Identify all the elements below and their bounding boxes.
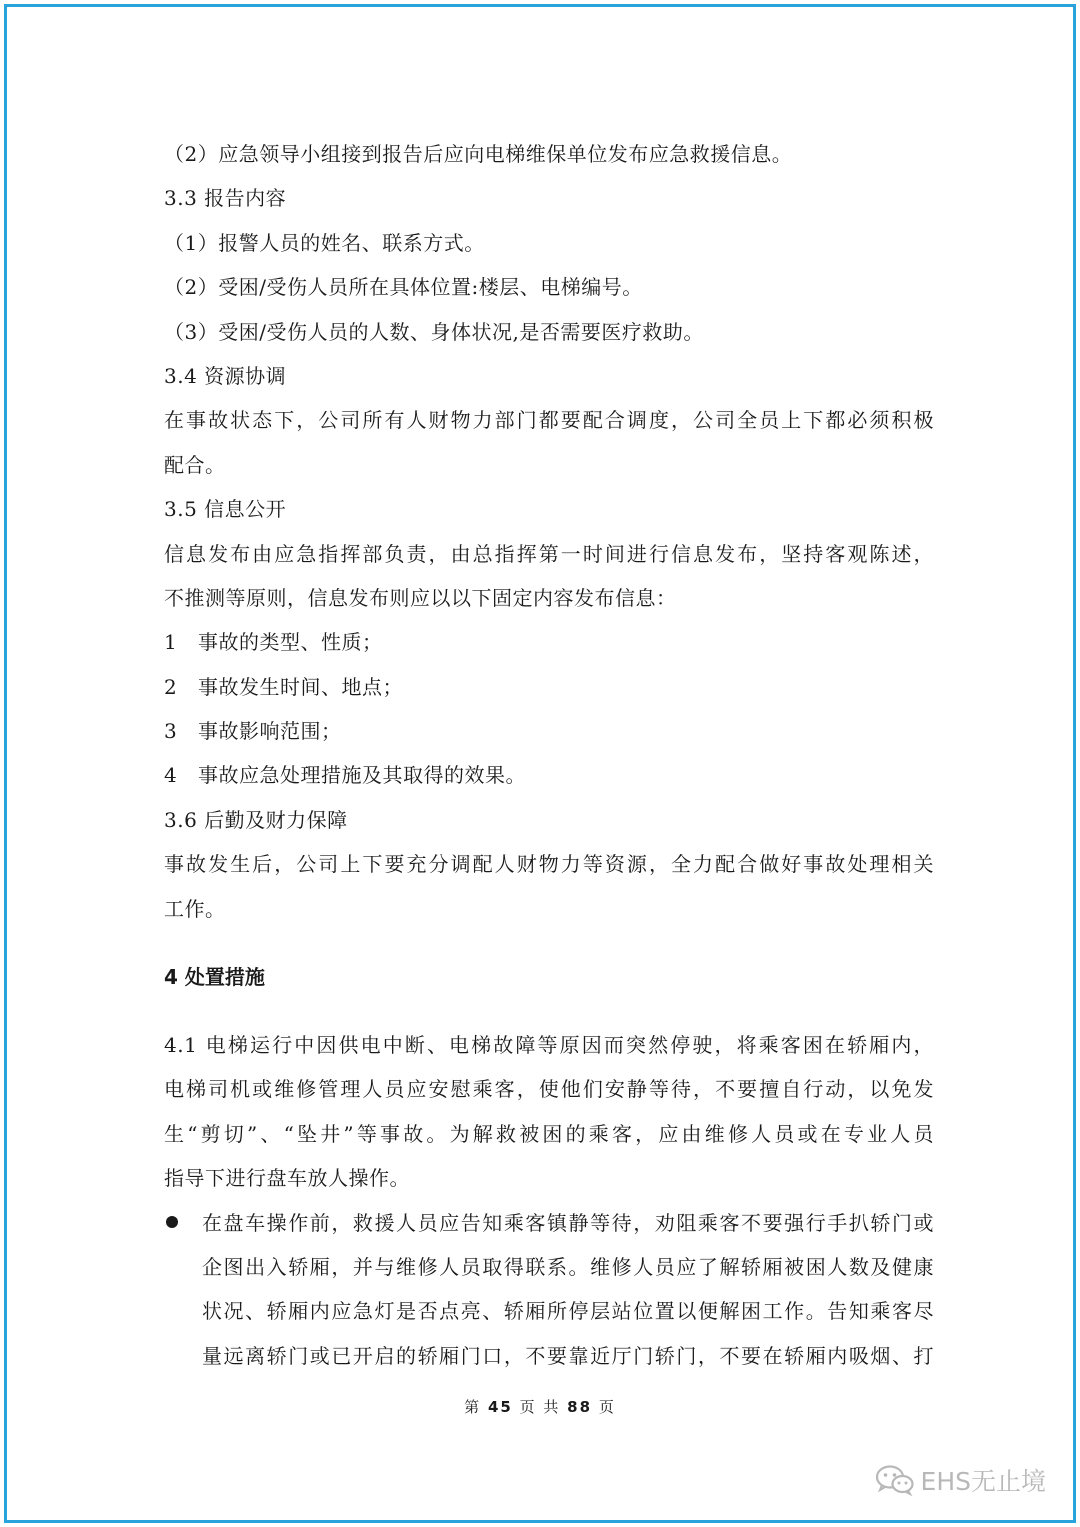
section-heading-3-6: 3.6 后勤及财力保障 (164, 807, 348, 832)
footer-mid: 页 共 (519, 1398, 561, 1416)
watermark (875, 1462, 1046, 1498)
list-item-text: 事故的类型、性质； (198, 630, 383, 655)
bullet-dot-icon (166, 1216, 178, 1228)
text-line: 在盘车操作前，救援人员应告知乘客镇静等待，劝阻乘客不要强行手扒轿门或 (202, 1210, 934, 1235)
page-number: 45 (487, 1398, 513, 1416)
list-item-number: 1 (164, 630, 178, 655)
section-heading-3-4: 3.4 资源协调 (164, 363, 287, 388)
text-line: （1）报警人员的姓名、联系方式。 (164, 230, 485, 255)
wechat-icon (875, 1464, 915, 1496)
text-line: （3）受困/受伤人员的人数、身体状况,是否需要医疗救助。 (164, 319, 704, 344)
text-line: 4.1 电梯运行中因供电中断、电梯故障等原因而突然停驶，将乘客困在轿厢内， (164, 1033, 934, 1058)
section-heading-3-5: 3.5 信息公开 (164, 497, 287, 522)
text-line: 量远离轿门或已开启的轿厢门口，不要靠近厅门轿门，不要在轿厢内吸烟、打 (202, 1343, 934, 1368)
text-line: 事故发生后，公司上下要充分调配人财物力等资源，全力配合做好事故处理相关 (164, 852, 934, 877)
text-line: 企图出入轿厢，并与维修人员取得联系。维修人员应了解轿厢被困人数及健康 (202, 1254, 934, 1279)
text-line: 生“剪切”、“坠井”等事故。为解救被困的乘客，应由维修人员或在专业人员 (164, 1121, 934, 1146)
text-line: 在事故状态下，公司所有人财物力部门都要配合调度，公司全员上下都必须积极 (164, 408, 934, 433)
text-line: 指导下进行盘车放人操作。 (164, 1166, 410, 1191)
text-line: 信息发布由应急指挥部负责，由总指挥第一时间进行信息发布，坚持客观陈述， (164, 541, 934, 566)
section-heading-3-3: 3.3 报告内容 (164, 186, 287, 211)
list-item-number: 2 (164, 674, 178, 699)
watermark-text: EHS无止境 (920, 1467, 1046, 1496)
list-item-text: 事故影响范围； (198, 719, 342, 744)
total-pages: 88 (567, 1398, 593, 1416)
list-item (164, 665, 934, 709)
document-body (164, 132, 934, 1378)
list-item (164, 709, 934, 753)
text-line: 工作。 (164, 896, 226, 921)
text-line: 电梯司机或维修管理人员应安慰乘客，使他们安静等待，不要擅自行动，以免发 (164, 1077, 934, 1102)
list-item (164, 620, 934, 664)
list-item (164, 753, 934, 797)
text-line: 不推测等原则，信息发布则应以以下固定内容发布信息： (164, 585, 677, 610)
footer-label: 第 (464, 1398, 482, 1416)
text-line: （2）受困/受伤人员所在具体位置:楼层、电梯编号。 (164, 275, 643, 300)
bullet-item (164, 1201, 934, 1379)
list-item-number: 3 (164, 719, 178, 744)
section-heading-4: 4 处置措施 (164, 965, 265, 990)
text-line: 状况、轿厢内应急灯是否点亮、轿厢所停层站位置以便解困工作。告知乘客尽 (202, 1299, 934, 1324)
list-item-text: 事故应急处理措施及其取得的效果。 (198, 763, 526, 788)
list-item-number: 4 (164, 763, 178, 788)
text-line: （2）应急领导小组接到报告后应向电梯维保单位发布应急救援信息。 (164, 142, 793, 166)
footer-end: 页 (598, 1398, 616, 1416)
page-footer (0, 1396, 1080, 1417)
list-item-text: 事故发生时间、地点； (198, 674, 403, 699)
text-line: 配合。 (164, 452, 226, 477)
